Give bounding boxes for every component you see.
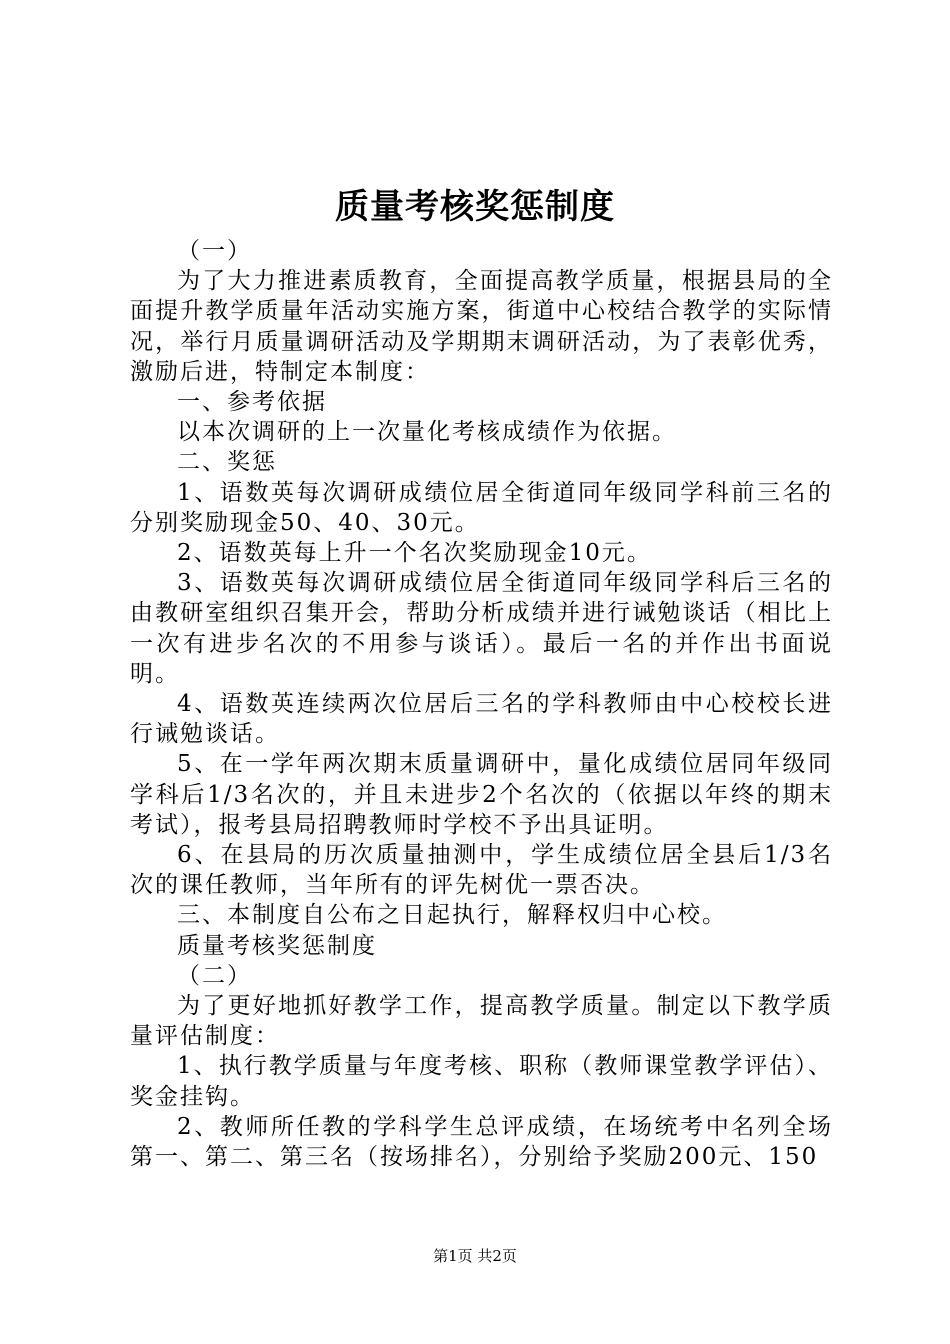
document-title: 质量考核奖惩制度 bbox=[335, 187, 615, 227]
paragraph-section-two-heading: （二） bbox=[177, 962, 252, 989]
paragraph-item-3: 3、语数英每次调研成绩位居全街道同年级同学科后三名的由教研室组织召集开会，帮助分析成绩并进行诫勉谈话（相比上一次有进步名次的不用参与谈话）。最后一名的并作出书面说明。 bbox=[130, 570, 833, 687]
paragraph-section-two-intro: 为了更好地抓好教学工作，提高教学质量。制定以下教学质量评估制度： bbox=[130, 993, 833, 1050]
paragraph-item-5: 5、在一学年两次期末质量调研中，量化成绩位居同年级同学科后1/3名次的，并且未进步2个名次的（依据以年终的期末考试），报考县局招聘教师时学校不予出具证明。 bbox=[130, 751, 833, 838]
paragraph-rewards-heading: 二、奖惩 bbox=[177, 449, 277, 476]
page-number-footer: 第1页 共2页 bbox=[433, 1247, 517, 1265]
paragraph-item-6: 6、在县局的历次质量抽测中，学生成绩位居全县后1/3名次的课任教师，当年所有的评先树优一票否决。 bbox=[130, 842, 833, 899]
paragraph-section-two-item-1: 1、执行教学质量与年度考核、职称（教师课堂教学评估）、奖金挂钩。 bbox=[130, 1053, 833, 1110]
paragraph-item-1: 1、语数英每次调研成绩位居全街道同年级同学科前三名的分别奖励现金50、40、30元。 bbox=[130, 479, 833, 536]
document-body bbox=[130, 236, 833, 1172]
paragraph-basis-heading: 一、参考依据 bbox=[177, 389, 327, 416]
paragraph-repeat-title: 质量考核奖惩制度 bbox=[177, 932, 377, 959]
paragraph-item-2: 2、语数英每上升一个名次奖励现金10元。 bbox=[177, 540, 652, 567]
paragraph-section-two-item-2: 2、教师所任教的学科学生总评成绩，在场统考中名列全场第一、第二、第三名（按场排名），分别给予奖励200元、150 bbox=[130, 1113, 833, 1171]
paragraph-effective-date: 三、本制度自公布之日起执行，解释权归中心校。 bbox=[177, 902, 727, 929]
paragraph-intro: 为了大力推进素质教育，全面提高教学质量，根据县局的全面提升教学质量年活动实施方案，街道中心校结合教学的实际情况，举行月质量调研活动及学期期末调研活动，为了表彰优秀，激励后进，特制定本制度： bbox=[130, 268, 833, 385]
paragraph-section-one-heading: （一） bbox=[177, 238, 252, 264]
paragraph-basis-text: 以本次调研的上一次量化考核成绩作为依据。 bbox=[177, 419, 677, 446]
paragraph-item-4: 4、语数英连续两次位居后三名的学科教师由中心校校长进行诫勉谈话。 bbox=[130, 691, 833, 748]
